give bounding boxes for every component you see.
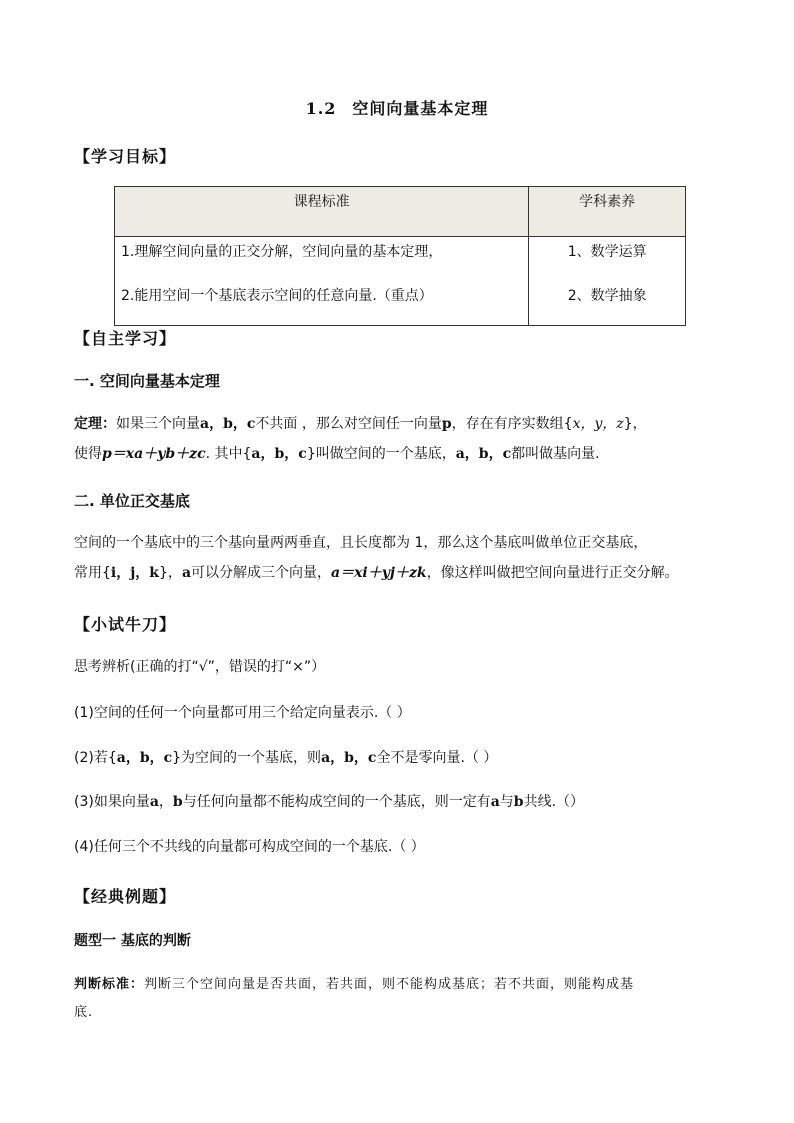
theorem-line-1 [74,414,647,434]
question-1: (1)空间的任何一个向量都可用三个给定向量表示.（ ） [74,705,411,721]
orthonormal-line-2 [74,563,679,583]
title-number: 1.2 [305,99,337,118]
vector-p: p [441,416,452,432]
theorem-text-2c: }叫做空间的一个基底， [306,446,456,462]
goals-table [114,186,686,326]
orthonormal-line-1: 空间的一个基底中的三个基向量两两垂直，且长度都为 1，那么这个基底叫做单位正交基底， [74,535,648,551]
scalar-list-xyz: x，y，z [572,416,624,432]
orthonormal-text-2b: }， [159,565,182,581]
theorem-label: 定理： [74,416,116,432]
literacy-item-2: 2、数学抽象 [567,288,647,304]
section2-title: 二. 单位正交基底 [74,492,190,510]
literacy-item-1: 1、数学运算 [567,244,647,260]
criterion-line-2: 底. [74,1005,94,1020]
theorem-line-2 [74,444,600,464]
theorem-text-2a: 使得 [74,446,102,462]
standard-cell [115,237,529,326]
q2-vectors-abc: a，b，c [321,750,377,766]
theorem-text-1b: 不共面 ，那么对空间任一向量 [255,416,442,432]
vector-a: a [181,565,192,581]
col-header-standard: 课程标准 [115,187,529,237]
goals-body-row [115,237,686,326]
q3-vector-b2: b [513,794,524,810]
q3-vector-b: b [172,794,183,810]
q3-text-a: (3)如果向量 [74,794,150,810]
q3-text-b: 与任何向量都不能构成空间的一个基底，则一定有 [182,794,491,810]
try-intro: 思考辨析(正确的打“√”，错误的打“×”） [74,659,326,675]
question-2 [74,748,497,768]
self-study-heading: 【自主学习】 [74,329,177,348]
col-header-literacy: 学科素养 [529,187,686,237]
criterion-label: 判断标准： [74,977,145,992]
q2-text-b: }为空间的一个基底，则 [172,750,322,766]
orthonormal-text-2d: ，像这样叫做把空间向量进行正交分解。 [426,565,679,581]
goals-heading: 【学习目标】 [74,147,177,166]
criterion-line-1 [74,975,634,995]
question-4: (4)任何三个不共线的向量都可构成空间的一个基底.（ ） [74,839,425,855]
title-text: 空间向量基本定理 [352,99,489,118]
criterion-text-1: 判断三个空间向量是否共面，若共面，则不能构成基底；若不共面，则能构成基 [144,977,635,992]
standard-item-1: 1.理解空间向量的正交分解，空间向量的基本定理， [121,244,443,260]
a-expression: a＝xi＋yj＋zk [331,565,427,581]
basis-vectors-abc: a，b，c [455,446,512,462]
theorem-text-2d: 都叫做基向量. [511,446,600,462]
question-3: (3)如果向量a，b与任何向量都不能构成空间的一个基底，则一定有a与b共线.（） [74,794,585,810]
q3-vector-a: a [149,794,159,810]
q3-vector-a2: a [490,794,500,810]
section1-title: 一. 空间向量基本定理 [74,372,220,390]
theorem-text-1d: }， [623,416,647,432]
q3-text-c: 与 [499,794,514,810]
basis-ijk: i，j，k [110,565,160,581]
orthonormal-text-2a: 常用{ [74,565,111,581]
type1-title: 题型一 基底的判断 [74,933,191,949]
p-expression: p＝xa＋yb＋zc [102,446,206,462]
goals-header-row [115,187,686,237]
theorem-text-2b: . 其中{ [205,446,252,462]
orthonormal-text-2c: 可以分解成三个向量， [191,565,332,581]
vector-list-abc: a，b，c [200,416,256,432]
q2-text-a: (2)若{ [74,750,117,766]
standard-item-2: 2.能用空间一个基底表示空间的任意向量.（重点） [121,288,433,304]
basis-abc: a，b，c [251,446,307,462]
q3-text-d: 共线.（） [523,794,585,810]
theorem-text-1a: 如果三个向量 [116,416,200,432]
page-title [0,96,794,119]
try-heading: 【小试牛刀】 [74,615,177,634]
literacy-cell [529,237,686,326]
examples-heading: 【经典例题】 [74,887,177,906]
q2-text-c: 全不是零向量.（ ） [376,750,498,766]
q2-basis-abc: a，b，c [116,750,173,766]
theorem-text-1c: ，存在有序实数组{ [451,416,573,432]
